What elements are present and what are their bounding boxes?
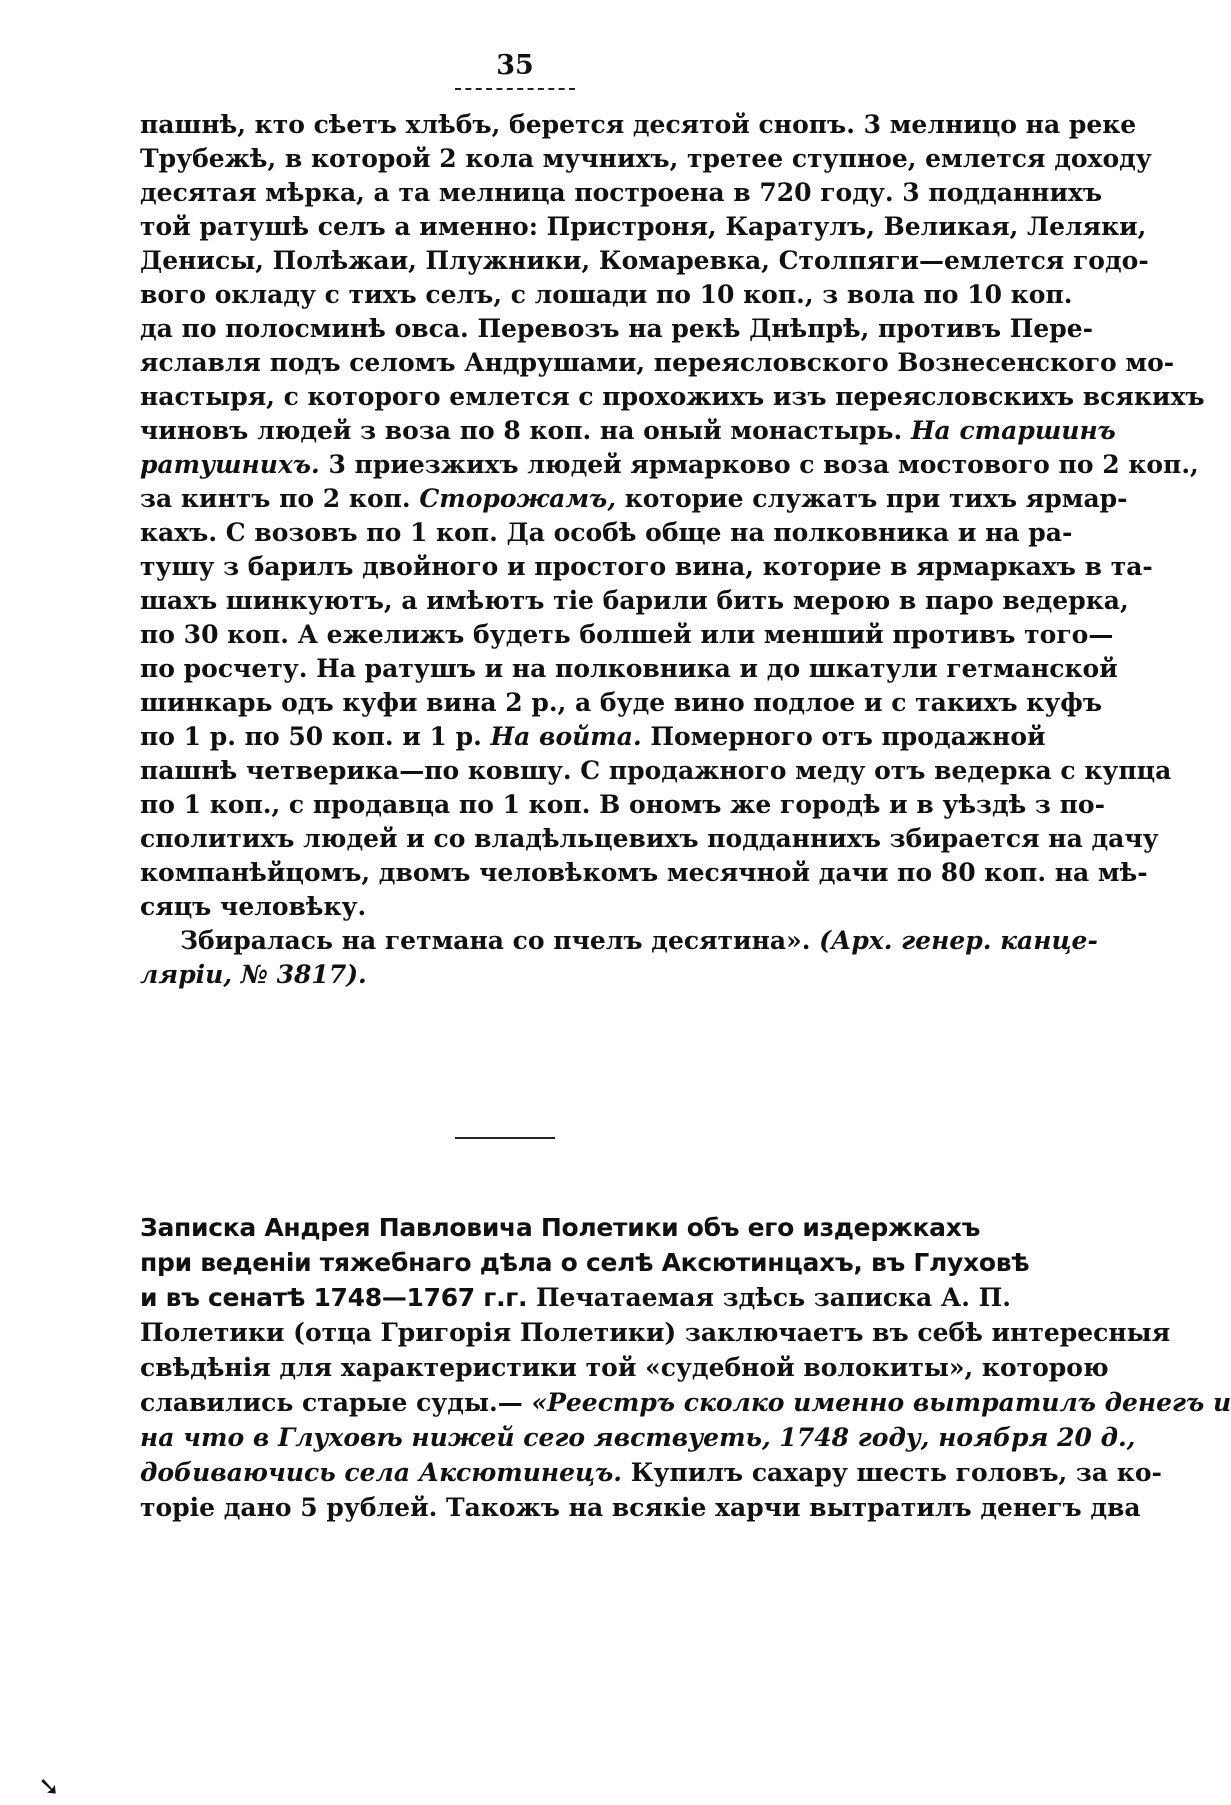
text-line: кахъ. С возовъ по 1 коп. Да особѣ обще на полковника и на ра- (140, 518, 1073, 547)
text-line: свѣдѣнія для характеристики той «судебной волокиты», которою (140, 1353, 1109, 1382)
text-line: по росчету. На ратушъ и на полковника и до шкатули гетманской (140, 654, 1118, 683)
text-line: сполитихъ людей и со владѣльцевихъ подданнихъ збирается на дачу (140, 824, 1159, 853)
italic-run: На старшинъ (910, 416, 1116, 445)
text-line: шахъ шинкуютъ, а имѣютъ тіе барили бить мерою в паро ведерка, (140, 586, 1129, 615)
text-line: вого окладу с тихъ селъ, с лошади по 10 коп., з вола по 10 коп. (140, 280, 1073, 309)
corner-mark: ➘ (38, 1772, 60, 1802)
text-line: шинкарь одъ куфи вина 2 р., а буде вино подлое и с такихъ куфъ (140, 688, 1102, 717)
italic-run: На войта. (490, 722, 642, 751)
text-line: яславля подъ селомъ Андрушами, переясловского Вознесенского мо- (140, 348, 1175, 377)
text-run: Збиралась на гетмана со пчелъ десятина». (180, 926, 811, 955)
text-run: Померного отъ продажной (650, 722, 1046, 751)
text-line: ляріи, № 3817). (140, 960, 367, 989)
page-number-rule (455, 88, 575, 90)
text-run: которие служатъ при тихъ ярмар- (624, 484, 1128, 513)
section-heading: Записка Андрея Павловича Полетики объ его издержкахъ (140, 1213, 981, 1242)
text-line (140, 1278, 1011, 1318)
text-run: за кинтъ по 2 коп. (140, 484, 411, 513)
text-line (140, 1383, 1231, 1423)
italic-run: (Арх. генер. канце- (819, 926, 1098, 955)
text-line: на что в Глуховѣ нижей сего явствуеть, 1748 году, ноября 20 д., (140, 1423, 1136, 1452)
italic-run: Сторожамъ, (419, 484, 617, 513)
text-line: десятая мѣрка, а та мелница построена в 720 году. 3 подданнихъ (140, 178, 1103, 207)
text-run: Купилъ сахару шесть головъ, за ко- (630, 1458, 1162, 1487)
text-run: по 1 р. по 50 коп. и 1 р. (140, 722, 482, 751)
italic-run: ратушнихъ. (140, 450, 320, 479)
text-run: чиновъ людей з воза по 8 коп. на оный монастырь. (140, 416, 903, 445)
text-run: славились старые суды.— (140, 1388, 523, 1417)
text-line: Денисы, Полѣжаи, Плужники, Комаревка, Столпяги—емлется годо- (140, 246, 1149, 275)
text-line: да по полосминѣ овса. Перевозъ на рекѣ Днѣпрѣ, противъ Пере- (140, 314, 1094, 343)
italic-run: добиваючись села Аксютинецъ. (140, 1458, 622, 1487)
text-line: Полетики (отца Григорія Полетики) заключаетъ въ себѣ интересныя (140, 1318, 1171, 1347)
text-line: настыря, с которого емлется с прохожихъ изъ переясловскихъ всякихъ (140, 382, 1205, 411)
text-line: торіе дано 5 рублей. Такожъ на всякіе харчи вытратилъ денегъ два (140, 1493, 1141, 1522)
text-line: компанѣйцомъ, двомъ человѣкомъ месячной дачи по 80 коп. на мѣ- (140, 858, 1148, 887)
section-heading: при веденіи тяжебнаго дѣла о селѣ Аксютинцахъ, въ Глуховѣ (140, 1248, 1030, 1277)
section-heading: и въ сенатѣ 1748—1767 г.г. (140, 1283, 528, 1312)
text-run: 3 приезжихъ людей ярмарково с воза мостового по 2 коп., (328, 450, 1199, 479)
text-line: той ратушѣ селъ а именно: Пристроня, Каратулъ, Великая, Леляки, (140, 212, 1147, 241)
text-run: Печатаемая здѣсь записка А. П. (535, 1283, 1011, 1312)
text-line: пашнѣ, кто сѣетъ хлѣбъ, берется десятой снопъ. 3 мелницо на реке (140, 110, 1137, 139)
text-line: по 30 коп. А ежелижъ будеть болшей или менший противъ того— (140, 620, 1114, 649)
text-line: пашнѣ четверика—по ковшу. С продажного меду отъ ведерка с купца (140, 756, 1172, 785)
italic-run: «Реестръ сколко именно вытратилъ денегъ и (531, 1388, 1231, 1417)
text-line: Трубежѣ, в которой 2 кола мучнихъ, третее ступное, емлется доходу (140, 144, 1152, 173)
page-number: 35 (496, 50, 534, 81)
text-line: по 1 коп., с продавца по 1 коп. В ономъ же городѣ и в уѣздѣ з по- (140, 790, 1105, 819)
text-line: тушу з барилъ двойного и простого вина, которие в ярмаркахъ в та- (140, 552, 1153, 581)
section-divider (455, 1137, 555, 1139)
text-line: сяцъ человѣку. (140, 892, 367, 921)
text-line (140, 1453, 1162, 1493)
